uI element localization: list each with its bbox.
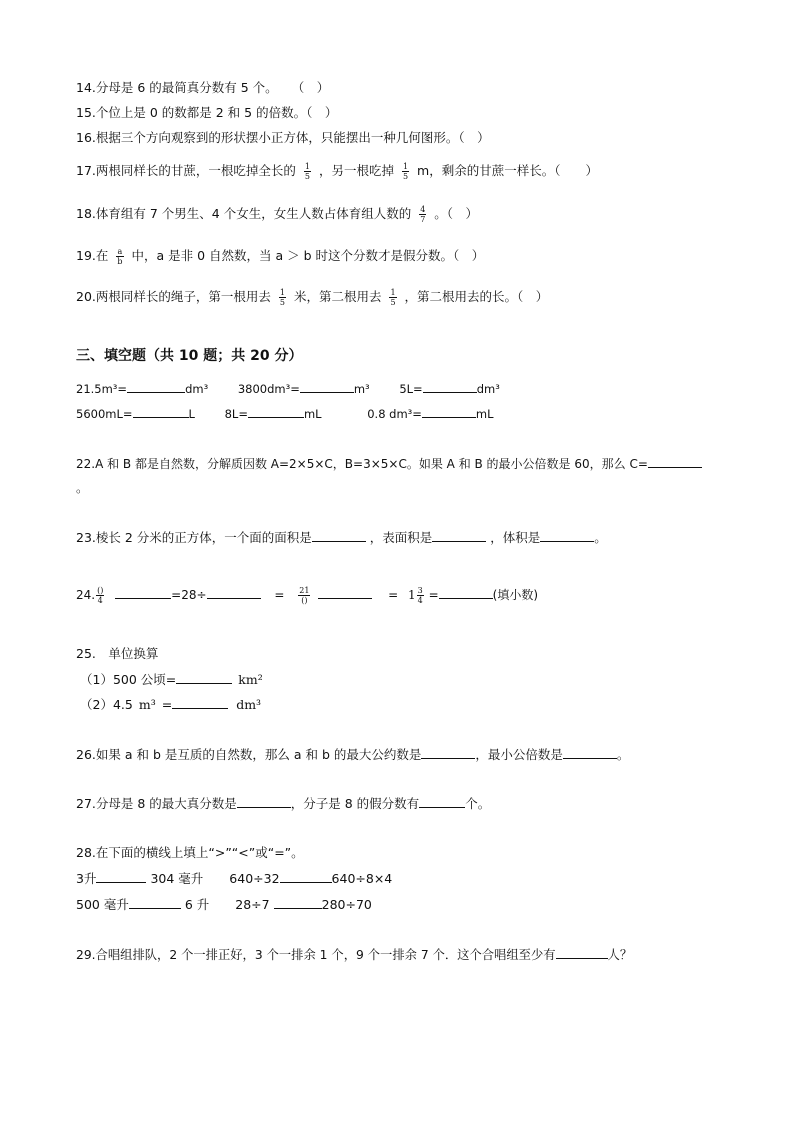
- fraction: $\frac{1}{5}$: [402, 162, 409, 181]
- question-28: 28.在下面的横线上填上“>”“<”或“=”。: [76, 845, 304, 860]
- answer-blank[interactable]: [423, 380, 477, 393]
- fraction: $\frac{1}{5}$: [390, 288, 396, 307]
- question-26: 26.如果 a 和 b 是互质的自然数，那么 a 和 b 的最大公约数是 ，最小公倍数是 。: [76, 747, 630, 762]
- answer-blank[interactable]: [129, 896, 181, 909]
- question-25-item-2: （2）4.5 m³ = dm³: [80, 697, 262, 712]
- answer-paren[interactable]: （ ）: [453, 248, 485, 263]
- fraction: $\frac{4}{7}$: [420, 205, 426, 224]
- answer-blank[interactable]: [318, 586, 372, 599]
- answer-paren[interactable]: （ ）: [458, 130, 490, 145]
- question-24: 24. $\frac{()}{4}$ =28÷ = $\frac{21}{()}$ = 1 $\frac{3}{4}$ = (填小数): [76, 586, 539, 605]
- fraction: $\frac{()}{4}$: [97, 586, 104, 605]
- answer-blank[interactable]: [115, 586, 171, 599]
- section-heading: 三、填空题（共 10 题；共 20 分）: [76, 348, 303, 364]
- fraction: $\frac{1}{5}$: [304, 162, 310, 181]
- answer-blank[interactable]: [300, 380, 354, 393]
- fraction: $\frac{3}{4}$: [417, 586, 423, 605]
- answer-blank[interactable]: [540, 529, 594, 542]
- question-18: 18.体育组有 7 个男生、4 个女生，女生人数占体育组人数的 $\frac{4}{7}$ 。（ ）: [76, 205, 479, 224]
- answer-paren[interactable]: （ ）: [517, 289, 549, 304]
- answer-blank[interactable]: [556, 946, 608, 959]
- question-16: 16.根据三个方向观察到的形状摆小正方体，只能摆出一种几何图形。（ ）: [76, 130, 490, 145]
- answer-blank[interactable]: [248, 405, 304, 418]
- fraction: $\frac{21}{()}$: [299, 586, 310, 605]
- answer-blank[interactable]: [439, 586, 493, 599]
- question-25: 25. 单位换算: [76, 646, 159, 661]
- question-29: 29.合唱组排队，2 个一排正好，3 个一排余 1 个，9 个一排余 7 个．这个合唱组至少有 人？: [76, 948, 633, 962]
- answer-blank[interactable]: [172, 696, 228, 709]
- question-28-row-1: 3升 304 毫升 640÷32 640÷8×4: [76, 871, 393, 886]
- answer-paren[interactable]: （ ）: [446, 206, 479, 221]
- answer-blank[interactable]: [207, 586, 261, 599]
- answer-blank[interactable]: [96, 870, 146, 883]
- question-23: 23.棱长 2 分米的正方体，一个面的面积是 ，表面积是 ，体积是 。: [76, 530, 607, 545]
- answer-blank[interactable]: [422, 405, 476, 418]
- answer-blank[interactable]: [133, 405, 189, 418]
- question-14: 14.分母是 6 的最简真分数有 5 个。 （ ）: [76, 80, 330, 95]
- fraction: $\frac{a}{b}$: [117, 247, 123, 266]
- question-27: 27.分母是 8 的最大真分数是 ，分子是 8 的假分数有 个。: [76, 796, 491, 811]
- question-25-item-1: （1）500 公顷= km²: [80, 672, 263, 687]
- answer-blank[interactable]: [176, 671, 232, 684]
- answer-paren[interactable]: （ ）: [306, 105, 338, 120]
- question-20: 20.两根同样长的绳子，第一根用去 $\frac{1}{5}$ 米，第二根用去 $\frac{1}{5}$ ，第二根用去的长。（ ）: [76, 288, 549, 307]
- question-22-end: 。: [76, 480, 89, 495]
- answer-blank[interactable]: [421, 746, 475, 759]
- question-17: 17.两根同样长的甘蔗，一根吃掉全长的 $\frac{1}{5}$ ，另一根吃掉 $\frac{1}{5}$ m，剩余的甘蔗一样长。（ ）: [76, 162, 598, 181]
- question-19: 19.在 $\frac{a}{b}$ 中，a 是非 0 自然数，当 a ＞ b 时这个分数才是假分数。（ ）: [76, 247, 485, 266]
- answer-blank[interactable]: [274, 896, 322, 909]
- question-15: 15.个位上是 0 的数都是 2 和 5 的倍数。（ ）: [76, 105, 338, 120]
- answer-paren[interactable]: （ ）: [554, 163, 598, 178]
- answer-blank[interactable]: [432, 529, 486, 542]
- answer-blank[interactable]: [648, 455, 702, 468]
- question-21-row-1: 21.5m³= dm³ 3800dm³= m³ 5L= dm³: [76, 382, 500, 396]
- question-21-row-2: 5600mL= L 8L= mL 0.8 dm³= mL: [76, 407, 494, 421]
- answer-blank[interactable]: [563, 746, 617, 759]
- fraction: $\frac{1}{5}$: [279, 288, 285, 307]
- question-28-row-2: 500 毫升 6 升 28÷7 280÷70: [76, 897, 372, 912]
- question-22: 22.A 和 B 都是自然数，分解质因数 A=2×5×C，B=3×5×C。如果 A 和 B 的最小公倍数是 60，那么 C=: [76, 455, 702, 472]
- answer-blank[interactable]: [127, 380, 185, 393]
- answer-paren[interactable]: （ ）: [291, 80, 330, 95]
- answer-blank[interactable]: [419, 795, 465, 808]
- answer-blank[interactable]: [280, 870, 332, 883]
- answer-blank[interactable]: [312, 529, 366, 542]
- answer-blank[interactable]: [237, 795, 291, 808]
